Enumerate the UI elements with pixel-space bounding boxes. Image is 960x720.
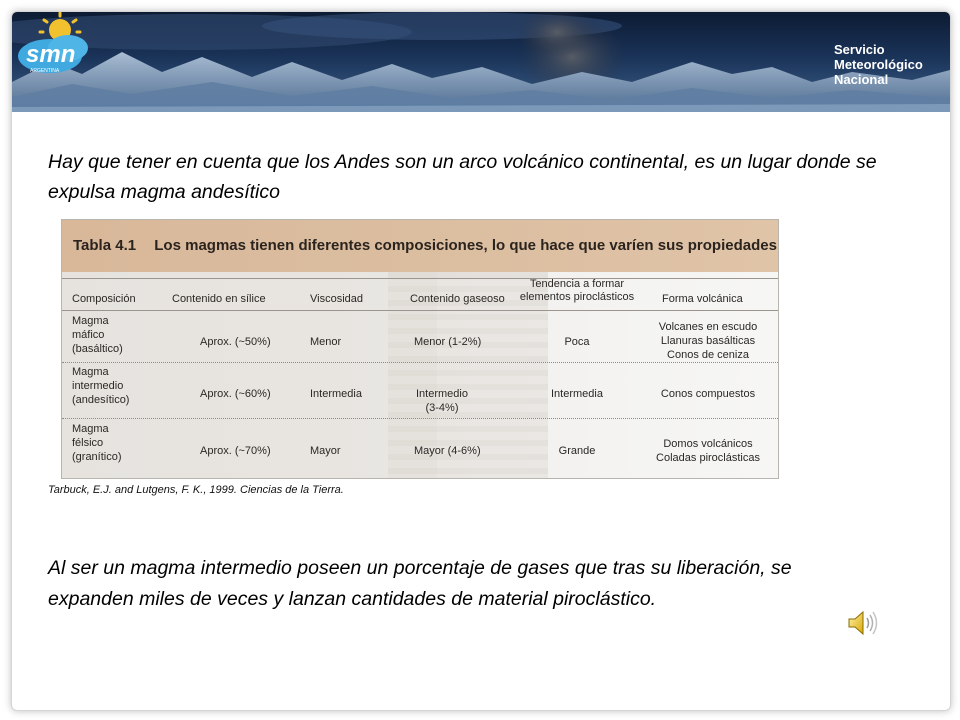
- col-composicion: Composición: [72, 293, 136, 305]
- col-silice: Contenido en sílice: [172, 293, 266, 305]
- cell-composicion: Magma intermedio (andesítico): [72, 366, 130, 406]
- speaker-icon[interactable]: [846, 608, 880, 638]
- cell-viscosidad: Intermedia: [310, 388, 362, 400]
- col-viscosidad: Viscosidad: [310, 293, 363, 305]
- table-header-band: [62, 220, 778, 272]
- table-number: Tabla 4.1: [73, 237, 137, 254]
- intro-paragraph: Hay que tener en cuenta que los Andes son un arco volcánico continental, es un lugar donde se expulsa magma andesítico: [48, 151, 877, 203]
- cell-forma: Domos volcánicos Coladas piroclásticas: [656, 438, 760, 464]
- citation: Tarbuck, E.J. and Lutgens, F. K., 1999. Ciencias de la Tierra.: [48, 484, 344, 496]
- cell-tendencia: Grande: [558, 445, 596, 457]
- table-caption: Los magmas tienen diferentes composiciones, lo que hace que varíen sus propiedades: [154, 237, 777, 254]
- col-tendencia: Tendencia a formar elementos piroclásticos: [519, 278, 635, 303]
- svg-text:smn: smn: [26, 41, 76, 68]
- cell-gaseoso: Mayor (4-6%): [414, 445, 481, 457]
- cell-gaseoso: Intermedio (3-4%): [416, 388, 468, 414]
- brand-line-3: Nacional: [834, 72, 889, 87]
- magma-table: [61, 219, 779, 479]
- cell-viscosidad: Mayor: [310, 445, 341, 457]
- brand-line-1: Servicio: [834, 42, 885, 57]
- header-banner: [12, 12, 950, 112]
- brand-name: [834, 42, 923, 87]
- cell-gaseoso: Menor (1-2%): [414, 336, 482, 348]
- col-gaseoso: Contenido gaseoso: [410, 293, 505, 305]
- smn-logo: [12, 12, 202, 82]
- svg-text:ARGENTINA: ARGENTINA: [30, 68, 60, 74]
- cell-composicion: Magma máfico (basáltico): [72, 315, 123, 355]
- brand-line-2: Meteorológico: [834, 57, 923, 72]
- cell-silice: Aprox. (~70%): [200, 445, 271, 457]
- cell-silice: Aprox. (~50%): [200, 336, 271, 348]
- cell-forma: Volcanes en escudo Llanuras basálticas Conos de ceniza: [658, 321, 758, 361]
- cell-composicion: Magma félsico (granítico): [72, 423, 122, 463]
- cell-silice: Aprox. (~60%): [200, 388, 271, 400]
- col-forma: Forma volcánica: [662, 293, 743, 305]
- cell-viscosidad: Menor: [310, 336, 342, 348]
- table-title: [73, 237, 777, 254]
- conclusion-paragraph: Al ser un magma intermedio poseen un porcentaje de gases que tras su liberación, se expanden miles de veces y lanzan cantidades de material piroclástico.: [48, 557, 792, 610]
- cell-tendencia: Intermedia: [551, 388, 603, 400]
- cell-forma: Conos compuestos: [660, 388, 756, 400]
- cell-tendencia: Poca: [564, 336, 590, 348]
